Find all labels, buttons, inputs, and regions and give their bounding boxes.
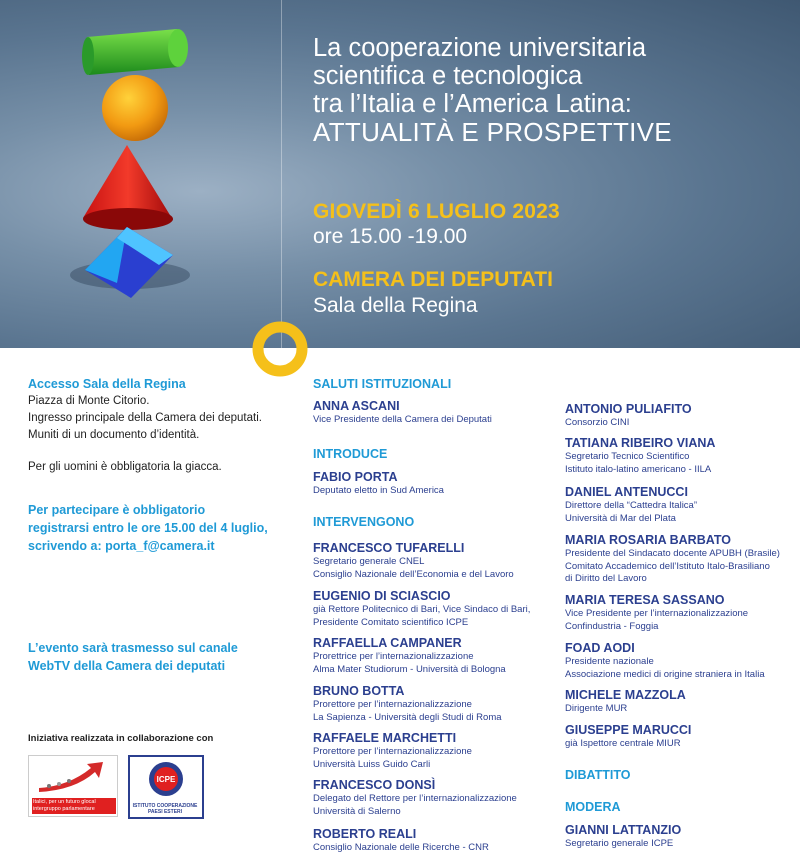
title-line: tra l’Italia e l’America Latina: bbox=[313, 90, 632, 118]
speaker-mazzola bbox=[565, 688, 686, 716]
section-saluti bbox=[313, 377, 451, 391]
speaker-role: Prorettore per l’internazionalizzazione bbox=[313, 746, 472, 757]
collaboration-label: Iniziativa realizzata in collaborazione con bbox=[28, 733, 214, 744]
speaker-role: Segretario generale ICPE bbox=[565, 838, 674, 849]
broadcast-text: L’evento sarà trasmesso sul canale bbox=[28, 641, 238, 655]
speaker-sassano bbox=[565, 593, 748, 633]
speaker-role: Confindustria - Foggia bbox=[565, 620, 659, 632]
speaker-name: EUGENIO DI SCIASCIO bbox=[313, 589, 451, 603]
section-intervengono bbox=[313, 515, 414, 529]
speaker-name: ROBERTO REALI bbox=[313, 827, 417, 841]
speaker-role: già Ispettore centrale MIUR bbox=[565, 738, 681, 749]
italici-logo-caption: Italici, per un futuro glocal intergruppo parlamentare bbox=[32, 798, 116, 814]
speaker-tufarelli bbox=[313, 541, 514, 581]
section-heading: MODERA bbox=[565, 800, 621, 814]
speaker-name: GIUSEPPE MARUCCI bbox=[565, 723, 692, 737]
speaker-role: Consiglio Nazionale dell’Economia e del Lavoro bbox=[313, 568, 514, 580]
access-text: Ingresso principale della Camera dei deputati. bbox=[28, 412, 262, 424]
speaker-campaner bbox=[313, 636, 506, 676]
speaker-botta bbox=[313, 684, 502, 724]
event-date: GIOVEDÌ 6 LUGLIO 2023 bbox=[313, 200, 560, 223]
speaker-name: BRUNO BOTTA bbox=[313, 684, 405, 698]
speaker-name: FOAD AODI bbox=[565, 641, 635, 655]
speaker-name: MARIA ROSARIA BARBATO bbox=[565, 533, 731, 547]
speaker-role: Alma Mater Studiorum - Università di Bologna bbox=[313, 663, 506, 675]
broadcast-text: WebTV della Camera dei deputati bbox=[28, 659, 226, 673]
speaker-name: FRANCESCO TUFARELLI bbox=[313, 541, 465, 555]
speaker-name: MICHELE MAZZOLA bbox=[565, 688, 686, 702]
green-cylinder bbox=[87, 29, 179, 75]
speaker-name: RAFFAELLA CAMPANER bbox=[313, 636, 462, 650]
speaker-name: RAFFAELE MARCHETTI bbox=[313, 731, 457, 745]
event-title bbox=[313, 34, 783, 146]
speaker-donsi bbox=[313, 778, 517, 818]
section-dibattito bbox=[565, 768, 631, 782]
speaker-role: Dirigente MUR bbox=[565, 703, 628, 714]
speaker-marucci bbox=[565, 723, 691, 751]
dress-code-note: Per gli uomini è obbligatoria la giacca. bbox=[28, 461, 222, 473]
speaker-name: ANTONIO PULIAFITO bbox=[565, 402, 692, 416]
speaker-role: Segretario generale CNEL bbox=[313, 556, 425, 567]
speaker-marchetti bbox=[313, 731, 472, 771]
broadcast-info bbox=[28, 639, 278, 675]
speaker-role: Direttore della “Cattedra Italica” bbox=[565, 500, 697, 511]
speaker-barbato bbox=[565, 533, 780, 586]
icpe-logo-caption: ISTITUTO COOPERAZIONE PAESI ESTERI bbox=[132, 803, 198, 815]
section-introduce bbox=[313, 447, 387, 461]
speaker-aodi bbox=[565, 641, 765, 681]
access-text: Muniti di un documento d’identità. bbox=[28, 429, 200, 441]
speaker-role: Presidente Comitato scientifico ICPE bbox=[313, 616, 469, 628]
section-modera bbox=[565, 800, 621, 814]
title-line: scientifica e tecnologica bbox=[313, 62, 583, 90]
event-venue: CAMERA DEI DEPUTATI bbox=[313, 268, 553, 291]
speaker-role: Consorzio CINI bbox=[565, 417, 630, 428]
speaker-role: Prorettrice per l’internazionalizzazione bbox=[313, 651, 474, 662]
section-heading: DIBATTITO bbox=[565, 768, 631, 782]
title-subtitle: ATTUALITÀ E PROSPETTIVE bbox=[313, 117, 672, 147]
speaker-name: FRANCESCO DONSÌ bbox=[313, 778, 436, 792]
speaker-disciascio bbox=[313, 589, 530, 629]
speaker-puliafito bbox=[565, 402, 692, 430]
speaker-role: Università Luiss Guido Carli bbox=[313, 758, 431, 770]
arrow-mosaic-icon bbox=[29, 756, 117, 796]
speaker-ascani bbox=[313, 399, 492, 427]
access-info bbox=[28, 376, 278, 476]
section-heading: INTERVENGONO bbox=[313, 515, 415, 529]
speaker-name: MARIA TERESA SASSANO bbox=[565, 593, 725, 607]
speaker-name: ANNA ASCANI bbox=[313, 399, 400, 413]
speaker-role: Presidente nazionale bbox=[565, 656, 654, 667]
speaker-viana bbox=[565, 436, 715, 476]
italici-logo bbox=[28, 755, 118, 817]
event-time: ore 15.00 -19.00 bbox=[313, 225, 468, 248]
speaker-role: Consiglio Nazionale delle Ricerche - CNR bbox=[313, 842, 489, 853]
speaker-role: Presidente del Sindacato docente APUBH (Brasile) bbox=[565, 548, 780, 559]
registration-text: registrarsi entro le ore 15.00 del 4 luglio, bbox=[28, 521, 268, 535]
speaker-name: DANIEL ANTENUCCI bbox=[565, 485, 688, 499]
speaker-name: TATIANA RIBEIRO VIANA bbox=[565, 436, 716, 450]
speaker-role: Associazione medici di origine straniera in Italia bbox=[565, 668, 765, 680]
speaker-role: Prorettore per l’internazionalizzazione bbox=[313, 699, 472, 710]
section-heading: SALUTI ISTITUZIONALI bbox=[313, 377, 452, 391]
speaker-name: FABIO PORTA bbox=[313, 470, 398, 484]
speaker-role: Comitato Accademico dell’Istituto Italo-Brasiliano bbox=[565, 560, 770, 572]
speaker-role: Segretario Tecnico Scientifico bbox=[565, 451, 690, 462]
speaker-role: Vice Presidente per l’internazionalizzazione bbox=[565, 608, 749, 619]
registration-email[interactable]: scrivendo a: porta_f@camera.it bbox=[28, 539, 215, 553]
speaker-role: Deputato eletto in Sud America bbox=[313, 485, 444, 496]
speaker-role: Università di Salerno bbox=[313, 805, 401, 817]
speaker-role: La Sapienza - Università degli Studi di Roma bbox=[313, 711, 502, 723]
access-heading: Accesso Sala della Regina bbox=[28, 377, 186, 391]
icpe-logo bbox=[128, 755, 204, 819]
event-room: Sala della Regina bbox=[313, 294, 478, 317]
divider bbox=[281, 0, 282, 348]
title-line: La cooperazione universitaria bbox=[313, 34, 647, 62]
speaker-reali bbox=[313, 827, 489, 855]
orange-sphere bbox=[102, 75, 168, 141]
speaker-lattanzio bbox=[565, 823, 681, 851]
speaker-role: Istituto italo-latino americano - IILA bbox=[565, 463, 712, 475]
access-text: Piazza di Monte Citorio. bbox=[28, 395, 150, 407]
speaker-role: Delegato del Rettore per l’internazionalizzazione bbox=[313, 793, 517, 804]
speaker-name: GIANNI LATTANZIO bbox=[565, 823, 682, 837]
speaker-role: già Rettore Politecnico di Bari, Vice Sindaco di Bari, bbox=[313, 604, 531, 615]
speaker-role: Vice Presidente della Camera dei Deputati bbox=[313, 414, 492, 425]
speaker-porta bbox=[313, 470, 444, 498]
icpe-emblem-icon bbox=[130, 757, 202, 799]
speaker-role: di Diritto del Lavoro bbox=[565, 573, 647, 584]
section-heading: INTRODUCE bbox=[313, 447, 388, 461]
geometric-shapes-illustration bbox=[55, 15, 270, 315]
header-banner bbox=[0, 0, 800, 348]
registration-text: Per partecipare è obbligatorio bbox=[28, 503, 206, 517]
registration-info bbox=[28, 501, 278, 555]
speaker-role: Università di Mar del Plata bbox=[565, 512, 676, 524]
svg-text:ICPE: ICPE bbox=[156, 775, 176, 784]
speaker-antenucci bbox=[565, 485, 697, 525]
yellow-ring-decoration bbox=[250, 319, 310, 379]
